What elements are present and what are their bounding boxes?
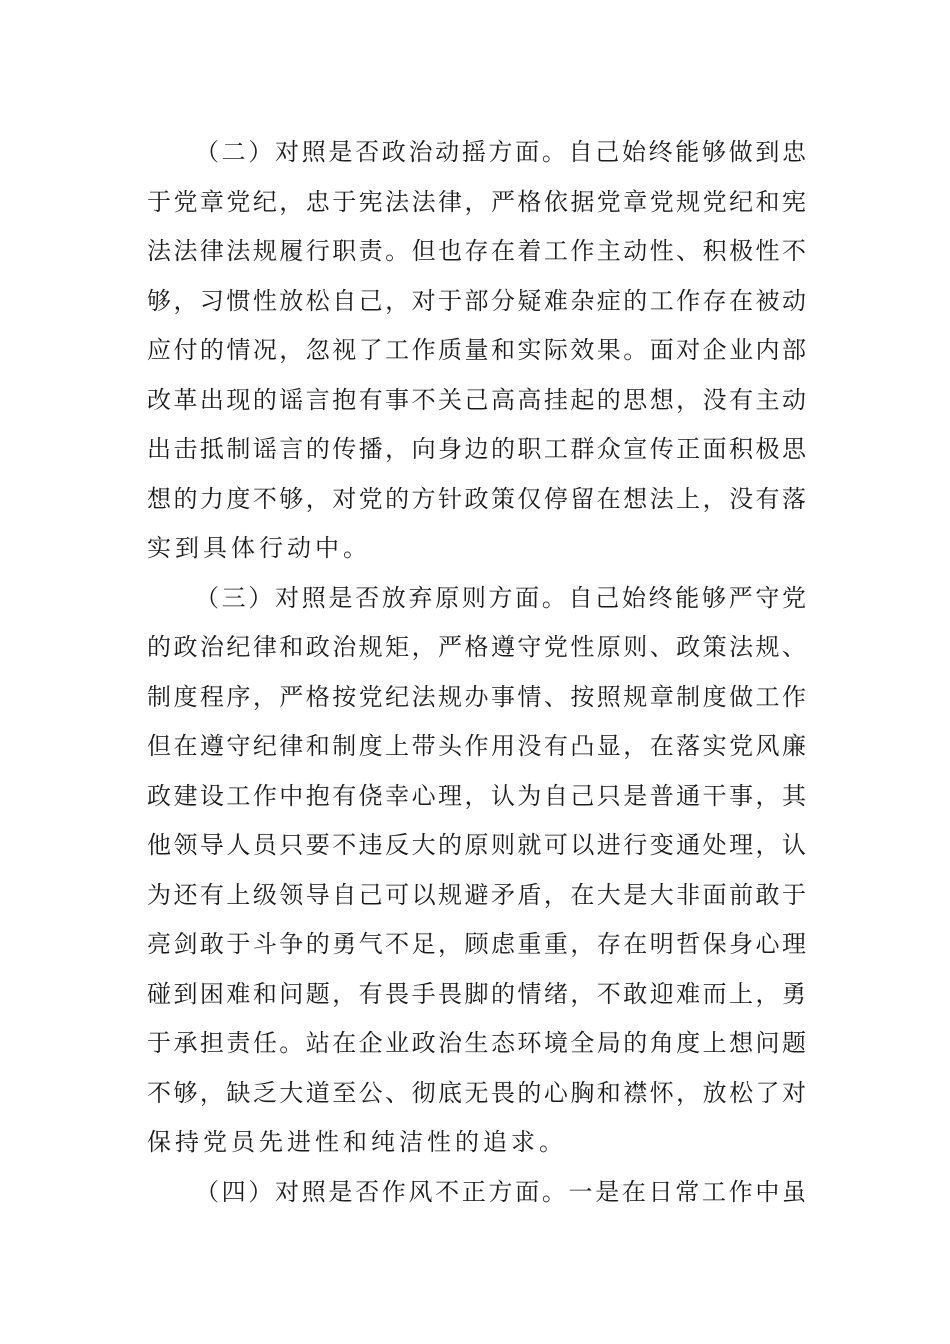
text-line: 出击抵制谣言的传播，向身边的职工群众宣传正面积极思	[147, 435, 807, 463]
text-line: 亮剑敢于斗争的勇气不足，顾虑重重，存在明哲保身心理	[147, 930, 807, 958]
text-line: 法法律法规履行职责。但也存在着工作主动性、积极性不	[147, 237, 807, 265]
text-line: 实到具体行动中。	[147, 534, 371, 562]
text-line: 够，习惯性放松自己，对于部分疑难杂症的工作存在被动	[147, 286, 807, 315]
document-body	[147, 128, 807, 1217]
text-line: 应付的情况，忽视了工作质量和实际效果。面对企业内部	[147, 336, 807, 364]
text-line: 的政治纪律和政治规矩，严格遵守党性原则、政策法规、	[147, 633, 807, 661]
text-line: 他领导人员只要不违反大的原则就可以进行变通处理，认	[147, 831, 807, 859]
text-line: 但在遵守纪律和制度上带头作用没有凸显，在落实党风廉	[147, 732, 807, 760]
text-line: （四）对照是否作风不正方面。一是在日常工作中虽	[195, 1177, 807, 1206]
text-line: 于承担责任。站在企业政治生态环境全局的角度上想问题	[147, 1029, 807, 1057]
text-line: （二）对照是否政治动摇方面。自己始终能够做到忠	[195, 138, 807, 166]
text-line: 改革出现的谣言抱有事不关己高高挂起的思想，没有主动	[147, 385, 807, 414]
paragraph-section-three	[147, 574, 807, 1168]
text-line: 想的力度不够，对党的方针政策仅停留在想法上，没有落	[147, 484, 807, 513]
paragraph-section-two	[147, 128, 807, 574]
text-line: 政建设工作中抱有侥幸心理，认为自己只是普通干事，其	[147, 781, 807, 810]
text-line: 不够，缺乏大道至公、彻底无畏的心胸和襟怀，放松了对	[147, 1078, 807, 1107]
text-line: 制度程序，严格按党纪法规办事情、按照规章制度做工作	[147, 682, 807, 711]
paragraph-section-four	[147, 1168, 807, 1218]
text-line: 碰到困难和问题，有畏手畏脚的情绪，不敢迎难而上，勇	[147, 979, 807, 1008]
text-line: 为还有上级领导自己可以规避矛盾，在大是大非面前敢于	[147, 880, 807, 909]
text-line: 于党章党纪，忠于宪法法律，严格依据党章党规党纪和宪	[147, 187, 807, 216]
text-line: 保持党员先进性和纯洁性的追求。	[147, 1128, 567, 1156]
text-line: （三）对照是否放弃原则方面。自己始终能够严守党	[195, 583, 807, 612]
